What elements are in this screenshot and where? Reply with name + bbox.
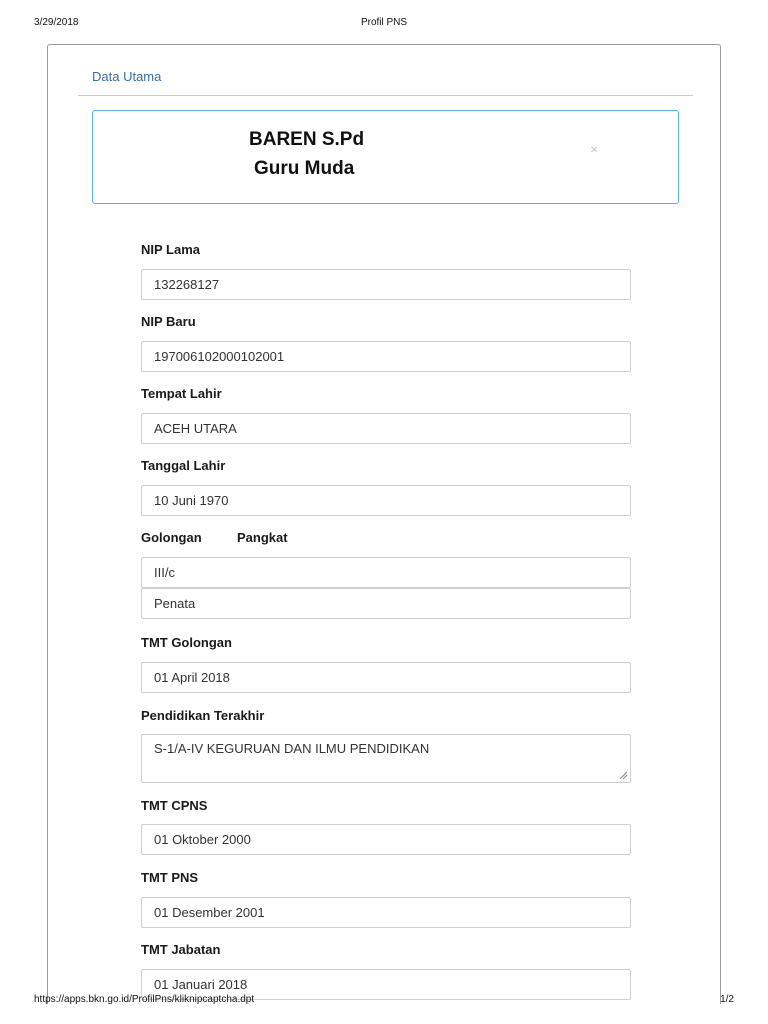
tmt-jabatan-field[interactable]: 01 Januari 2018 (141, 969, 631, 1000)
tempat-lahir-label: Tempat Lahir (141, 386, 222, 401)
print-page-number: 1/2 (720, 994, 734, 1005)
profile-name-box (92, 110, 679, 204)
pendidikan-label: Pendidikan Terakhir (141, 708, 265, 723)
print-url: https://apps.bkn.go.id/ProfilPns/kliknipcaptcha.dpt (34, 994, 255, 1005)
golongan-label: Golongan (141, 530, 202, 545)
profile-name: BAREN S.Pd (249, 129, 365, 150)
tempat-lahir-field[interactable]: ACEH UTARA (141, 413, 631, 444)
golongan-field[interactable]: III/c (141, 557, 631, 588)
nip-lama-label: NIP Lama (141, 242, 201, 257)
panel-divider (78, 95, 693, 96)
nip-baru-field[interactable]: 197006102000102001 (141, 341, 631, 372)
tmt-pns-label: TMT PNS (141, 870, 199, 885)
tmt-golongan-label: TMT Golongan (141, 635, 232, 650)
pangkat-field[interactable]: Penata (141, 588, 631, 619)
pangkat-label: Pangkat (237, 530, 288, 545)
print-date: 3/29/2018 (34, 17, 79, 28)
tmt-pns-field[interactable]: 01 Desember 2001 (141, 897, 631, 928)
pendidikan-textarea[interactable] (141, 734, 631, 783)
tanggal-lahir-field[interactable]: 10 Juni 1970 (141, 485, 631, 516)
resize-grip-icon[interactable] (619, 771, 628, 780)
panel-title: Data Utama (92, 69, 162, 84)
profile-position: Guru Muda (254, 158, 355, 179)
tmt-cpns-field[interactable]: 01 Oktober 2000 (141, 824, 631, 855)
pendidikan-value: S-1/A-IV KEGURUAN DAN ILMU PENDIDIKAN (154, 741, 430, 756)
tmt-cpns-label: TMT CPNS (141, 798, 208, 813)
tmt-golongan-field[interactable]: 01 April 2018 (141, 662, 631, 693)
print-title: Profil PNS (360, 17, 408, 28)
close-icon[interactable]: × (590, 141, 599, 157)
profile-card (47, 44, 721, 1004)
nip-baru-label: NIP Baru (141, 314, 196, 329)
nip-lama-field[interactable]: 132268127 (141, 269, 631, 300)
print-footer (0, 994, 768, 1008)
tmt-jabatan-label: TMT Jabatan (141, 942, 221, 957)
print-header (0, 17, 768, 31)
tanggal-lahir-label: Tanggal Lahir (141, 458, 226, 473)
